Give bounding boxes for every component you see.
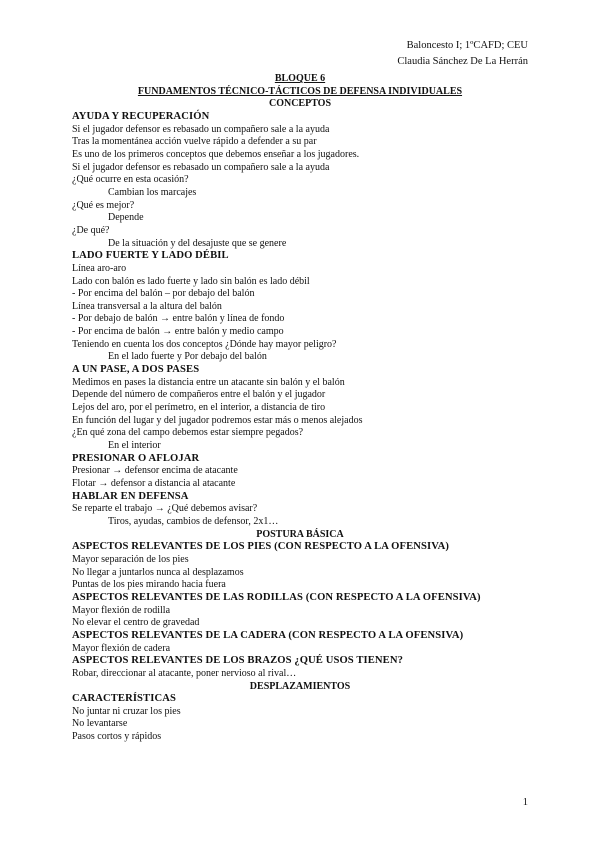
section-postura: POSTURA BÁSICA — [256, 528, 344, 540]
heading-cadera: ASPECTOS RELEVANTES DE LA CADERA (CON RESPECTO A LA OFENSIVA) — [72, 629, 464, 641]
heading-caracteristicas: CARACTERÍSTICAS — [72, 693, 176, 705]
header-author: Claudia Sánchez De La Herrán — [397, 56, 528, 67]
heading-rodillas: ASPECTOS RELEVANTES DE LAS RODILLAS (CON RESPECTO A LA OFENSIVA) — [72, 591, 481, 603]
text-line: No llegar a juntarlos nunca al desplazamos — [72, 566, 244, 578]
heading-brazos: ASPECTOS RELEVANTES DE LOS BRAZOS ¿QUÉ USOS TIENEN? — [72, 655, 403, 667]
heading-presionar: PRESIONAR O AFLOJAR — [72, 452, 200, 464]
text-line: No juntar ni cruzar los pies — [72, 705, 181, 717]
text-line: - Por encima de balón → entre balón y medio campo — [72, 326, 284, 338]
text-line: Mayor flexión de cadera — [72, 642, 171, 654]
text-line: Pasos cortos y rápidos — [72, 731, 162, 743]
text-line: Robar, direccionar al atacante, poner nervioso al rival… — [72, 667, 297, 679]
text-line: Flotar → defensor a distancia al atacante — [72, 478, 236, 489]
text-line: Tras la momentánea acción vuelve rápido a defender a su par — [72, 136, 317, 148]
page-header — [397, 38, 528, 70]
text-line: Lado con balón es lado fuerte y lado sin balón es lado débil — [72, 275, 310, 287]
answer-line: Cambian los marcajes — [108, 186, 197, 198]
text-line: No levantarse — [72, 718, 128, 730]
text-line: - Por debajo de balón → entre balón y línea de fondo — [72, 313, 285, 325]
page-number: 1 — [522, 797, 528, 808]
text-line: No elevar el centro de gravedad — [72, 617, 200, 629]
question-line: ¿Qué ocurre en esta ocasión? — [72, 174, 189, 186]
text-line: Puntas de los pies mirando hacia fuera — [72, 579, 226, 591]
text-line: Medimos en pases la distancia entre un atacante sin balón y el balón — [72, 376, 345, 388]
heading-pases: A UN PASE, A DOS PASES — [72, 364, 200, 376]
question-line: ¿En qué zona del campo debemos estar siempre pegados? — [72, 427, 304, 439]
section-conceptos: CONCEPTOS — [268, 98, 332, 110]
document-body — [72, 73, 528, 744]
text-line: Mayor separación de los pies — [72, 553, 189, 565]
text-line: Mayor flexión de rodilla — [72, 604, 171, 616]
heading-lado: LADO FUERTE Y LADO DÉBIL — [72, 250, 229, 262]
question-line: ¿De qué? — [72, 224, 110, 236]
block-title: BLOQUE 6 — [274, 73, 326, 84]
answer-line: En el lado fuerte y Por debajo del balón — [108, 351, 267, 363]
heading-pies: ASPECTOS RELEVANTES DE LOS PIES (CON RESPECTO A LA OFENSIVA) — [72, 541, 449, 553]
text-line: Si el jugador defensor es rebasado un compañero sale a la ayuda — [72, 161, 330, 173]
text-line: Se reparte el trabajo → ¿Qué debemos avisar? — [72, 503, 258, 515]
text-line: Línea transversal a la altura del balón — [72, 300, 222, 312]
text-line: Si el jugador defensor es rebasado un compañero sale a la ayuda — [72, 123, 330, 135]
question-line: ¿Qué es mejor? — [72, 199, 135, 211]
block-subtitle: FUNDAMENTOS TÉCNICO-TÁCTICOS DE DEFENSA INDIVIDUALES — [137, 85, 463, 97]
header-course: Baloncesto I; 1ºCAFD; CEU — [406, 40, 528, 51]
text-line: Línea aro-aro — [72, 262, 127, 274]
text-line: Es uno de los primeros conceptos que debemos enseñar a los jugadores. — [72, 148, 360, 160]
text-line: - Por encima del balón – por debajo del balón — [72, 288, 255, 300]
answer-line: En el interior — [108, 440, 161, 452]
text-line: Depende del número de compañeros entre el balón y el jugador — [72, 389, 326, 401]
section-desplazamientos: DESPLAZAMIENTOS — [249, 680, 351, 692]
answer-line: Tiros, ayudas, cambios de defensor, 2x1… — [108, 515, 279, 527]
heading-hablar: HABLAR EN DEFENSA — [72, 490, 189, 502]
text-line: En función del lugar y del jugador podremos estar más o menos alejados — [72, 414, 363, 426]
answer-line: Depende — [108, 212, 144, 224]
heading-ayuda: AYUDA Y RECUPERACIÓN — [72, 110, 210, 122]
text-line: Presionar → defensor encima de atacante — [72, 465, 238, 477]
text-line: Lejos del aro, por el perímetro, en el interior, a distancia de tiro — [72, 402, 326, 414]
answer-line: De la situación y del desajuste que se genere — [108, 237, 287, 249]
question-line: Teniendo en cuenta los dos conceptos ¿Dónde hay mayor peligro? — [72, 338, 337, 350]
